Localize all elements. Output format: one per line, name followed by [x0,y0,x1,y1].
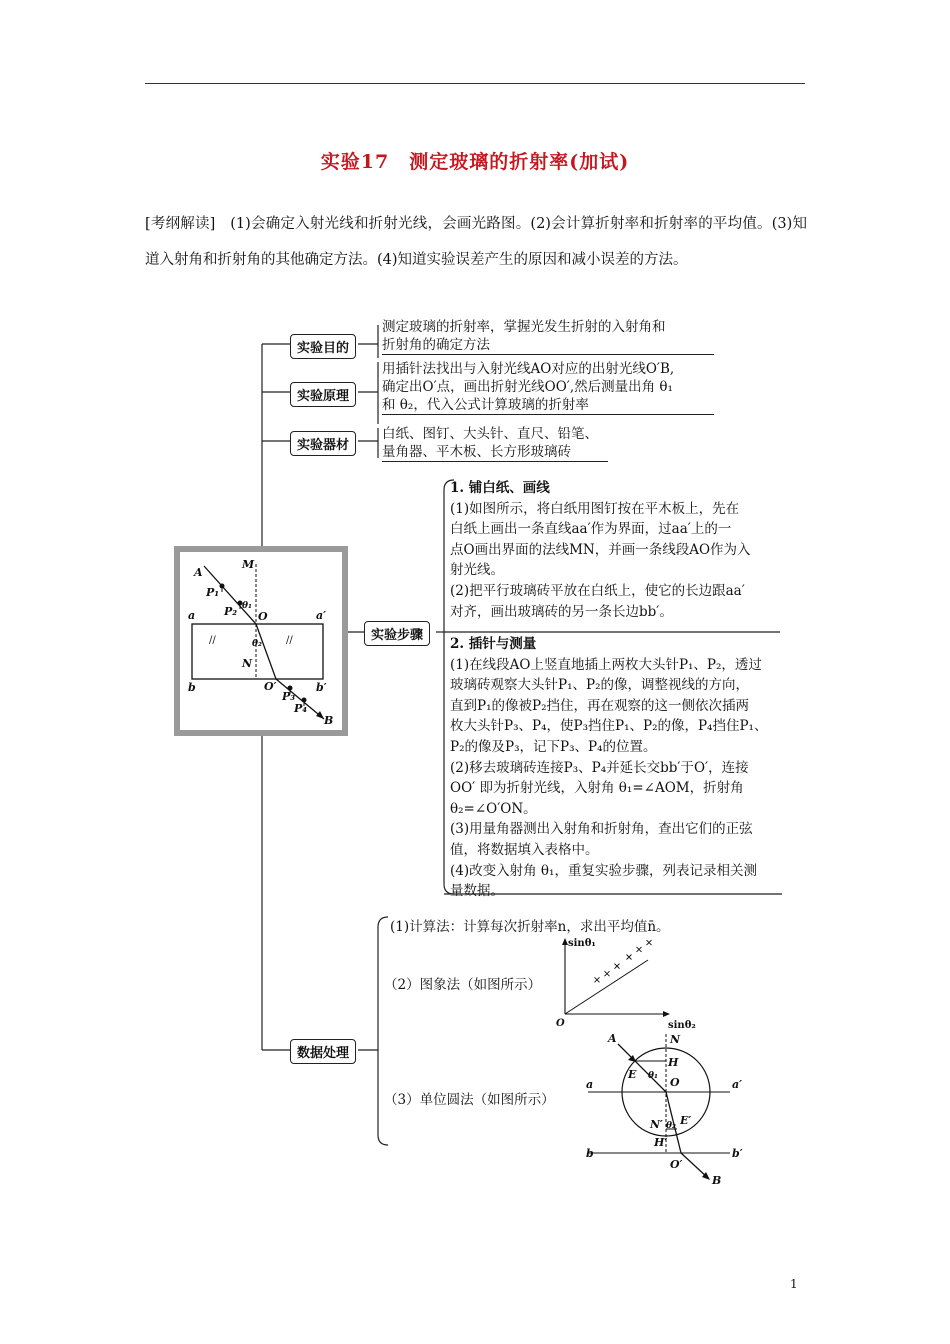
label-b: b [586,1147,594,1160]
label-A: A [194,566,203,579]
page-title: 实验17 测定玻璃的折射率(加试) [320,151,630,173]
glass-hatch-left: // [209,635,216,646]
label-A: A [608,1032,617,1045]
label-theta2: θ₂ [252,639,262,649]
label-P1: P₁ [206,586,220,599]
label-a-prime: a′ [732,1078,743,1091]
label-O-prime: O′ [264,680,277,693]
calc-method: (1)计算法：计算每次折射率n，求出平均值n̄。 [390,919,670,935]
unit-circle-figure [580,1028,750,1190]
label-N: N [242,657,253,670]
label-H: H [668,1056,679,1069]
fit-line [565,960,648,1014]
steps-section-1: 1. 铺白纸、画线 (1)如图所示，将白纸用图钉按在平木板上，先在 白纸上画出一条直线aa′作为界面，过aa′上的一 点O画出界面的法线MN，并画一条线段AO作为入 射光线。 (2)把平行玻璃砖平放在白纸上，使它的长边跟aa′ 对齐，画出玻璃砖的另一条长边bb′。 [450,480,751,620]
node-equipment: 实验器材 [290,431,356,456]
label-E: E [628,1068,637,1081]
data-point [627,955,632,960]
label-theta2: θ₂ [666,1121,676,1131]
sine-graph-figure [548,932,708,1032]
data-point [605,971,610,976]
label-O: O [670,1076,680,1089]
label-P3: P₃ [282,690,296,703]
label-O: O [258,610,268,623]
node-purpose: 实验目的 [290,334,356,359]
emergent-ray [681,1153,708,1178]
node-steps: 实验步骤 [364,621,430,646]
label-theta1: θ₁ [242,601,252,611]
label-a-prime: a′ [316,609,327,622]
principle-text: 用插针法找出与入射光线AO对应的出射光线O′B, 确定出O′点，画出折射光线OO′,然后测量出角 θ₁ 和 θ₂，代入公式计算玻璃的折射率 [382,360,714,415]
data-point [647,940,652,945]
label-H-prime: H′ [654,1136,668,1149]
label-b: b [188,681,196,694]
label-B: B [324,714,334,727]
label-a: a [586,1078,594,1091]
data-point [595,977,600,982]
equipment-text: 白纸、图钉、大头针、直尺、铅笔、 量角器、平木板、长方形玻璃砖 [382,425,608,462]
label-P4: P₄ [294,702,308,715]
label-b-prime: b′ [316,681,327,694]
label-b-prime: b′ [732,1147,743,1160]
y-axis-label: sinθ₁ [568,938,596,949]
label-N: N [670,1033,681,1046]
purpose-text: 测定玻璃的折射率，掌握光发生折射的入射角和 折射角的确定方法 [382,318,714,355]
data-point [637,947,642,952]
origin-label: O [556,1018,565,1029]
label-N-prime: N′ [650,1118,663,1131]
page-number: 1 [790,1277,798,1291]
node-principle: 实验原理 [290,382,356,407]
label-P2: P₂ [224,605,238,618]
graph-method: （2）图象法（如图所示） [384,977,542,993]
glass-block-figure [174,546,348,736]
label-theta1: θ₁ [648,1071,658,1081]
circle-method: （3）单位圆法（如图所示） [384,1092,555,1108]
syllabus-intro: [考纲解读] (1)会确定入射光线和折射光线，会画光路图。(2)会计算折射率和折射率的平均值。(3)知道入射角和折射角的其他确定方法。(4)知道实验误差产生的原因和减小误差的方法。 [145,216,807,268]
steps-section-2: 2. 插针与测量 (1)在线段AO上竖直地插上两枚大头针P₁、P₂，透过 玻璃砖观察大头针P₁、P₂的像，调整视线的方向， 直到P₁的像被P₂挡住，再在观察的这一侧依次插两 枚大头针P₃、P₄，使P₃挡住P₁、P₂的像，P₄挡住P₁、 P₂的像及P₃，记下P₃、P₄的位置。 (2)移去玻璃砖连接P₃、P₄并延长交bb′于O′，连接 OO′ 即为折射光线，入射角 θ₁=∠AOM，折射角 θ₂=∠O′ON。 (3)用量角器测出入射角和折射角，查出它们的正弦 值，将数据填入表格中。 (4)改变入射角 θ₁，重复实验步骤，列表记录相关测 量数据。 [450,636,768,900]
node-data: 数据处理 [290,1039,356,1064]
x-axis-label: sinθ₂ [668,1020,696,1031]
glass-hatch-right: // [286,635,293,646]
data-point [615,964,620,969]
label-O-prime: O′ [670,1158,683,1171]
incident-ray [618,1044,666,1092]
label-E-prime: E′ [680,1114,692,1127]
label-B: B [712,1174,722,1187]
label-a: a [188,609,196,622]
label-M: M [242,558,255,571]
